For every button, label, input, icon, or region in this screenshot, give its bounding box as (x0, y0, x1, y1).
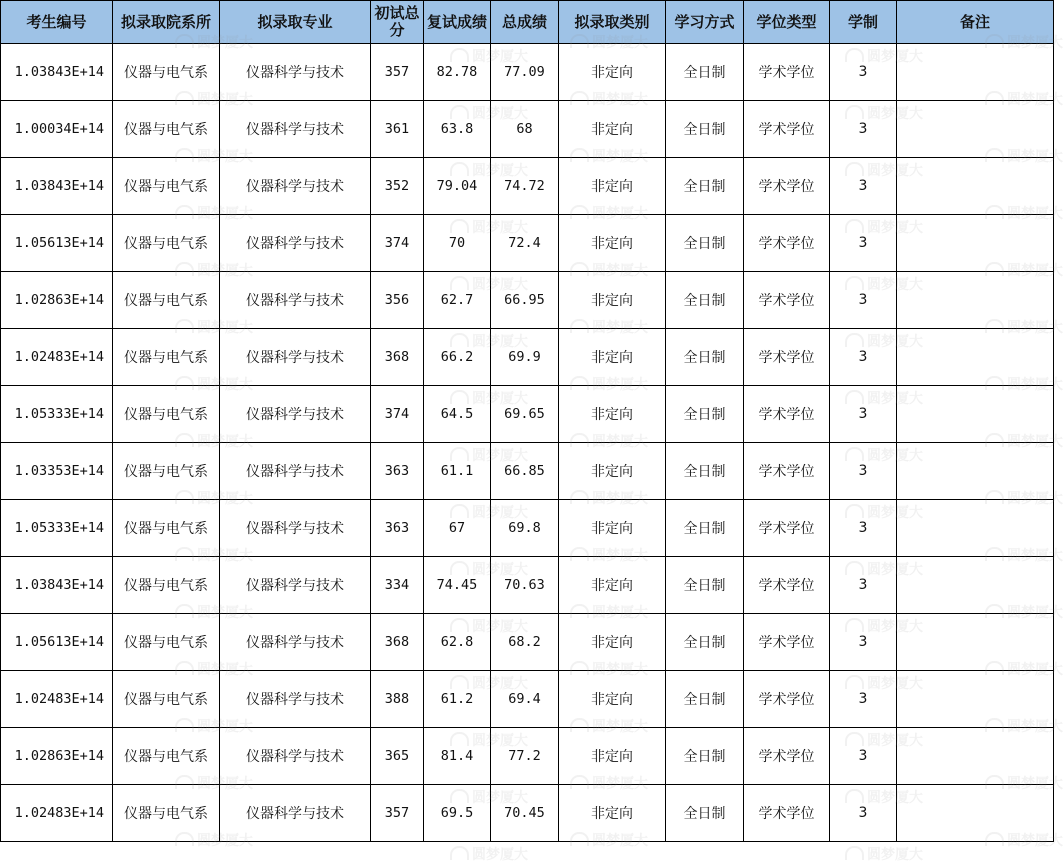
watermark-logo: 圆梦厦大 (175, 431, 253, 451)
header-cell-study-mode: 学习方式 (666, 1, 744, 44)
cell-study-mode: 全日制 (666, 728, 744, 785)
cell-exam-id: 1.05613E+14 (1, 614, 113, 671)
cell-category: 非定向 (559, 329, 666, 386)
cell-duration: 3 (830, 785, 897, 842)
watermark-logo: 圆梦厦大 (985, 89, 1063, 109)
watermark-logo: 圆梦厦大 (985, 260, 1063, 280)
watermark-logo: 圆梦厦大 (450, 46, 528, 66)
cell-exam-id: 1.02483E+14 (1, 785, 113, 842)
cell-retest-score: 66.2 (424, 329, 491, 386)
watermark-logo: 圆梦厦大 (175, 773, 253, 793)
cell-department: 仪器与电气系 (113, 272, 220, 329)
cell-exam-id: 1.02863E+14 (1, 728, 113, 785)
cell-study-mode: 全日制 (666, 671, 744, 728)
watermark-logo: 圆梦厦大 (845, 787, 923, 807)
cell-major: 仪器科学与技术 (220, 215, 371, 272)
cell-department: 仪器与电气系 (113, 728, 220, 785)
table-row (1, 272, 1054, 329)
cell-study-mode: 全日制 (666, 215, 744, 272)
cell-degree-type: 学术学位 (744, 443, 830, 500)
header-cell-retest-score: 复试成绩 (424, 1, 491, 44)
watermark-logo: 圆梦厦大 (175, 488, 253, 508)
cell-degree-type: 学术学位 (744, 101, 830, 158)
cell-initial-score: 365 (371, 728, 424, 785)
cell-major: 仪器科学与技术 (220, 272, 371, 329)
watermark-logo: 圆梦厦大 (845, 502, 923, 522)
watermark-logo: 圆梦厦大 (450, 502, 528, 522)
watermark-logo: 圆梦厦大 (845, 616, 923, 636)
cell-category: 非定向 (559, 215, 666, 272)
cell-degree-type: 学术学位 (744, 44, 830, 101)
cell-total-score: 70.45 (491, 785, 559, 842)
cell-major: 仪器科学与技术 (220, 728, 371, 785)
cell-category: 非定向 (559, 443, 666, 500)
watermark-logo: 圆梦厦大 (985, 659, 1063, 679)
watermark-logo: 圆梦厦大 (450, 844, 528, 864)
cell-study-mode: 全日制 (666, 557, 744, 614)
watermark-logo: 圆梦厦大 (845, 388, 923, 408)
cell-category: 非定向 (559, 386, 666, 443)
watermark-logo: 圆梦厦大 (985, 317, 1063, 337)
watermark-logo: 圆梦厦大 (570, 716, 648, 736)
cell-category: 非定向 (559, 728, 666, 785)
cell-category: 非定向 (559, 671, 666, 728)
cell-department: 仪器与电气系 (113, 158, 220, 215)
cell-department: 仪器与电气系 (113, 443, 220, 500)
cell-major: 仪器科学与技术 (220, 443, 371, 500)
cell-initial-score: 352 (371, 158, 424, 215)
cell-initial-score: 388 (371, 671, 424, 728)
cell-category: 非定向 (559, 614, 666, 671)
watermark-logo: 圆梦厦大 (175, 317, 253, 337)
cell-remarks (897, 500, 1054, 557)
cell-department: 仪器与电气系 (113, 500, 220, 557)
watermark-logo: 圆梦厦大 (450, 673, 528, 693)
cell-duration: 3 (830, 728, 897, 785)
watermark-logo: 圆梦厦大 (985, 488, 1063, 508)
cell-department: 仪器与电气系 (113, 215, 220, 272)
cell-retest-score: 64.5 (424, 386, 491, 443)
watermark-logo: 圆梦厦大 (450, 730, 528, 750)
cell-remarks (897, 671, 1054, 728)
cell-category: 非定向 (559, 500, 666, 557)
cell-duration: 3 (830, 557, 897, 614)
header-cell-department: 拟录取院系所 (113, 1, 220, 44)
cell-degree-type: 学术学位 (744, 158, 830, 215)
watermark-logo: 圆梦厦大 (570, 431, 648, 451)
cell-duration: 3 (830, 215, 897, 272)
cell-exam-id: 1.03843E+14 (1, 158, 113, 215)
cell-retest-score: 62.7 (424, 272, 491, 329)
cell-total-score: 68 (491, 101, 559, 158)
watermark-logo: 圆梦厦大 (450, 331, 528, 351)
table-row (1, 500, 1054, 557)
cell-total-score: 72.4 (491, 215, 559, 272)
cell-department: 仪器与电气系 (113, 44, 220, 101)
watermark-logo: 圆梦厦大 (985, 773, 1063, 793)
watermark-logo: 圆梦厦大 (175, 260, 253, 280)
cell-duration: 3 (830, 671, 897, 728)
watermark-logo: 圆梦厦大 (175, 89, 253, 109)
cell-degree-type: 学术学位 (744, 386, 830, 443)
table-header-row (1, 1, 1054, 44)
cell-major: 仪器科学与技术 (220, 785, 371, 842)
cell-remarks (897, 614, 1054, 671)
watermark-logo: 圆梦厦大 (845, 445, 923, 465)
cell-retest-score: 82.78 (424, 44, 491, 101)
cell-total-score: 70.63 (491, 557, 559, 614)
watermark-logo: 圆梦厦大 (985, 830, 1063, 850)
table-row (1, 557, 1054, 614)
cell-degree-type: 学术学位 (744, 557, 830, 614)
cell-retest-score: 70 (424, 215, 491, 272)
cell-major: 仪器科学与技术 (220, 671, 371, 728)
watermark-logo: 圆梦厦大 (845, 160, 923, 180)
cell-initial-score: 356 (371, 272, 424, 329)
watermark-logo: 圆梦厦大 (985, 146, 1063, 166)
cell-study-mode: 全日制 (666, 386, 744, 443)
cell-study-mode: 全日制 (666, 785, 744, 842)
cell-duration: 3 (830, 272, 897, 329)
cell-total-score: 77.2 (491, 728, 559, 785)
cell-degree-type: 学术学位 (744, 785, 830, 842)
cell-remarks (897, 215, 1054, 272)
watermark-logo: 圆梦厦大 (175, 659, 253, 679)
cell-exam-id: 1.00034E+14 (1, 101, 113, 158)
cell-study-mode: 全日制 (666, 272, 744, 329)
watermark-logo: 圆梦厦大 (450, 559, 528, 579)
cell-degree-type: 学术学位 (744, 500, 830, 557)
watermark-logo: 圆梦厦大 (985, 431, 1063, 451)
header-cell-total-score: 总成绩 (491, 1, 559, 44)
cell-study-mode: 全日制 (666, 158, 744, 215)
cell-major: 仪器科学与技术 (220, 44, 371, 101)
cell-total-score: 77.09 (491, 44, 559, 101)
watermark-logo: 圆梦厦大 (845, 673, 923, 693)
cell-duration: 3 (830, 614, 897, 671)
watermark-logo: 圆梦厦大 (985, 203, 1063, 223)
cell-duration: 3 (830, 386, 897, 443)
watermark-logo: 圆梦厦大 (450, 160, 528, 180)
cell-retest-score: 67 (424, 500, 491, 557)
watermark-logo: 圆梦厦大 (985, 545, 1063, 565)
cell-retest-score: 62.8 (424, 614, 491, 671)
cell-category: 非定向 (559, 557, 666, 614)
cell-department: 仪器与电气系 (113, 785, 220, 842)
watermark-logo: 圆梦厦大 (985, 716, 1063, 736)
cell-total-score: 66.95 (491, 272, 559, 329)
cell-exam-id: 1.05333E+14 (1, 386, 113, 443)
watermark-logo: 圆梦厦大 (570, 830, 648, 850)
watermark-logo: 圆梦厦大 (450, 787, 528, 807)
watermark-logo: 圆梦厦大 (845, 217, 923, 237)
cell-major: 仪器科学与技术 (220, 101, 371, 158)
cell-exam-id: 1.02483E+14 (1, 329, 113, 386)
cell-major: 仪器科学与技术 (220, 614, 371, 671)
watermark-logo: 圆梦厦大 (570, 545, 648, 565)
cell-retest-score: 81.4 (424, 728, 491, 785)
header-cell-major: 拟录取专业 (220, 1, 371, 44)
table-row (1, 614, 1054, 671)
cell-remarks (897, 557, 1054, 614)
cell-remarks (897, 386, 1054, 443)
watermark-logo: 圆梦厦大 (845, 559, 923, 579)
table-body (1, 44, 1054, 842)
cell-remarks (897, 785, 1054, 842)
watermark-logo: 圆梦厦大 (175, 602, 253, 622)
cell-initial-score: 363 (371, 500, 424, 557)
cell-retest-score: 61.1 (424, 443, 491, 500)
header-cell-duration: 学制 (830, 1, 897, 44)
header-cell-remarks: 备注 (897, 1, 1054, 44)
cell-duration: 3 (830, 500, 897, 557)
cell-duration: 3 (830, 443, 897, 500)
cell-total-score: 69.4 (491, 671, 559, 728)
watermark-logo: 圆梦厦大 (175, 374, 253, 394)
cell-duration: 3 (830, 101, 897, 158)
cell-major: 仪器科学与技术 (220, 500, 371, 557)
watermark-logo: 圆梦厦大 (175, 545, 253, 565)
cell-department: 仪器与电气系 (113, 557, 220, 614)
watermark-logo: 圆梦厦大 (450, 103, 528, 123)
watermark-logo: 圆梦厦大 (570, 659, 648, 679)
cell-degree-type: 学术学位 (744, 671, 830, 728)
table-row (1, 215, 1054, 272)
cell-initial-score: 357 (371, 785, 424, 842)
table-row (1, 785, 1054, 842)
cell-exam-id: 1.02483E+14 (1, 671, 113, 728)
cell-retest-score: 63.8 (424, 101, 491, 158)
cell-remarks (897, 728, 1054, 785)
cell-study-mode: 全日制 (666, 101, 744, 158)
watermark-logo: 圆梦厦大 (450, 217, 528, 237)
cell-study-mode: 全日制 (666, 614, 744, 671)
cell-initial-score: 374 (371, 215, 424, 272)
cell-total-score: 69.65 (491, 386, 559, 443)
watermark-logo: 圆梦厦大 (450, 445, 528, 465)
cell-degree-type: 学术学位 (744, 329, 830, 386)
cell-retest-score: 69.5 (424, 785, 491, 842)
cell-major: 仪器科学与技术 (220, 557, 371, 614)
cell-major: 仪器科学与技术 (220, 386, 371, 443)
cell-category: 非定向 (559, 785, 666, 842)
cell-retest-score: 79.04 (424, 158, 491, 215)
cell-category: 非定向 (559, 158, 666, 215)
cell-initial-score: 363 (371, 443, 424, 500)
cell-exam-id: 1.02863E+14 (1, 272, 113, 329)
cell-major: 仪器科学与技术 (220, 329, 371, 386)
cell-major: 仪器科学与技术 (220, 158, 371, 215)
cell-remarks (897, 158, 1054, 215)
cell-remarks (897, 329, 1054, 386)
cell-remarks (897, 272, 1054, 329)
cell-exam-id: 1.03843E+14 (1, 557, 113, 614)
cell-initial-score: 368 (371, 614, 424, 671)
table-row (1, 728, 1054, 785)
cell-remarks (897, 443, 1054, 500)
watermark-logo: 圆梦厦大 (845, 46, 923, 66)
cell-duration: 3 (830, 44, 897, 101)
cell-department: 仪器与电气系 (113, 329, 220, 386)
cell-degree-type: 学术学位 (744, 272, 830, 329)
cell-degree-type: 学术学位 (744, 728, 830, 785)
cell-exam-id: 1.03843E+14 (1, 44, 113, 101)
watermark-logo: 圆梦厦大 (570, 146, 648, 166)
cell-duration: 3 (830, 158, 897, 215)
cell-department: 仪器与电气系 (113, 386, 220, 443)
cell-retest-score: 61.2 (424, 671, 491, 728)
watermark-logo: 圆梦厦大 (450, 616, 528, 636)
table-row (1, 329, 1054, 386)
header-cell-initial-score: 初试总分 (371, 1, 424, 44)
watermark-logo: 圆梦厦大 (450, 274, 528, 294)
header-cell-exam-id: 考生编号 (1, 1, 113, 44)
table-row (1, 44, 1054, 101)
cell-department: 仪器与电气系 (113, 671, 220, 728)
watermark-logo: 圆梦厦大 (845, 844, 923, 864)
cell-total-score: 66.85 (491, 443, 559, 500)
cell-initial-score: 368 (371, 329, 424, 386)
cell-duration: 3 (830, 329, 897, 386)
watermark-logo: 圆梦厦大 (570, 602, 648, 622)
table-row (1, 386, 1054, 443)
watermark-logo: 圆梦厦大 (570, 260, 648, 280)
cell-initial-score: 374 (371, 386, 424, 443)
watermark-logo: 圆梦厦大 (570, 203, 648, 223)
cell-category: 非定向 (559, 44, 666, 101)
cell-study-mode: 全日制 (666, 443, 744, 500)
watermark-logo: 圆梦厦大 (845, 274, 923, 294)
cell-degree-type: 学术学位 (744, 215, 830, 272)
table-row (1, 443, 1054, 500)
watermark-logo: 圆梦厦大 (570, 488, 648, 508)
table-row (1, 101, 1054, 158)
cell-department: 仪器与电气系 (113, 101, 220, 158)
cell-category: 非定向 (559, 272, 666, 329)
cell-remarks (897, 44, 1054, 101)
watermark-logo: 圆梦厦大 (570, 317, 648, 337)
cell-initial-score: 357 (371, 44, 424, 101)
watermark-logo: 圆梦厦大 (175, 716, 253, 736)
cell-retest-score: 74.45 (424, 557, 491, 614)
watermark-logo: 圆梦厦大 (985, 602, 1063, 622)
cell-initial-score: 361 (371, 101, 424, 158)
watermark-logo: 圆梦厦大 (570, 773, 648, 793)
cell-remarks (897, 101, 1054, 158)
watermark-logo: 圆梦厦大 (450, 388, 528, 408)
watermark-logo: 圆梦厦大 (175, 830, 253, 850)
watermark-logo: 圆梦厦大 (570, 374, 648, 394)
cell-degree-type: 学术学位 (744, 614, 830, 671)
cell-exam-id: 1.05333E+14 (1, 500, 113, 557)
cell-department: 仪器与电气系 (113, 614, 220, 671)
watermark-logo: 圆梦厦大 (175, 203, 253, 223)
cell-total-score: 69.9 (491, 329, 559, 386)
watermark-logo: 圆梦厦大 (985, 374, 1063, 394)
cell-total-score: 68.2 (491, 614, 559, 671)
watermark-logo: 圆梦厦大 (845, 331, 923, 351)
cell-total-score: 74.72 (491, 158, 559, 215)
header-cell-category: 拟录取类别 (559, 1, 666, 44)
watermark-logo: 圆梦厦大 (845, 103, 923, 123)
cell-study-mode: 全日制 (666, 329, 744, 386)
header-cell-degree-type: 学位类型 (744, 1, 830, 44)
watermark-logo: 圆梦厦大 (175, 146, 253, 166)
watermark-logo: 圆梦厦大 (845, 730, 923, 750)
watermark-logo: 圆梦厦大 (570, 89, 648, 109)
table-row (1, 671, 1054, 728)
cell-total-score: 69.8 (491, 500, 559, 557)
cell-study-mode: 全日制 (666, 500, 744, 557)
cell-initial-score: 334 (371, 557, 424, 614)
table-row (1, 158, 1054, 215)
cell-exam-id: 1.05613E+14 (1, 215, 113, 272)
cell-exam-id: 1.03353E+14 (1, 443, 113, 500)
cell-category: 非定向 (559, 101, 666, 158)
cell-study-mode: 全日制 (666, 44, 744, 101)
